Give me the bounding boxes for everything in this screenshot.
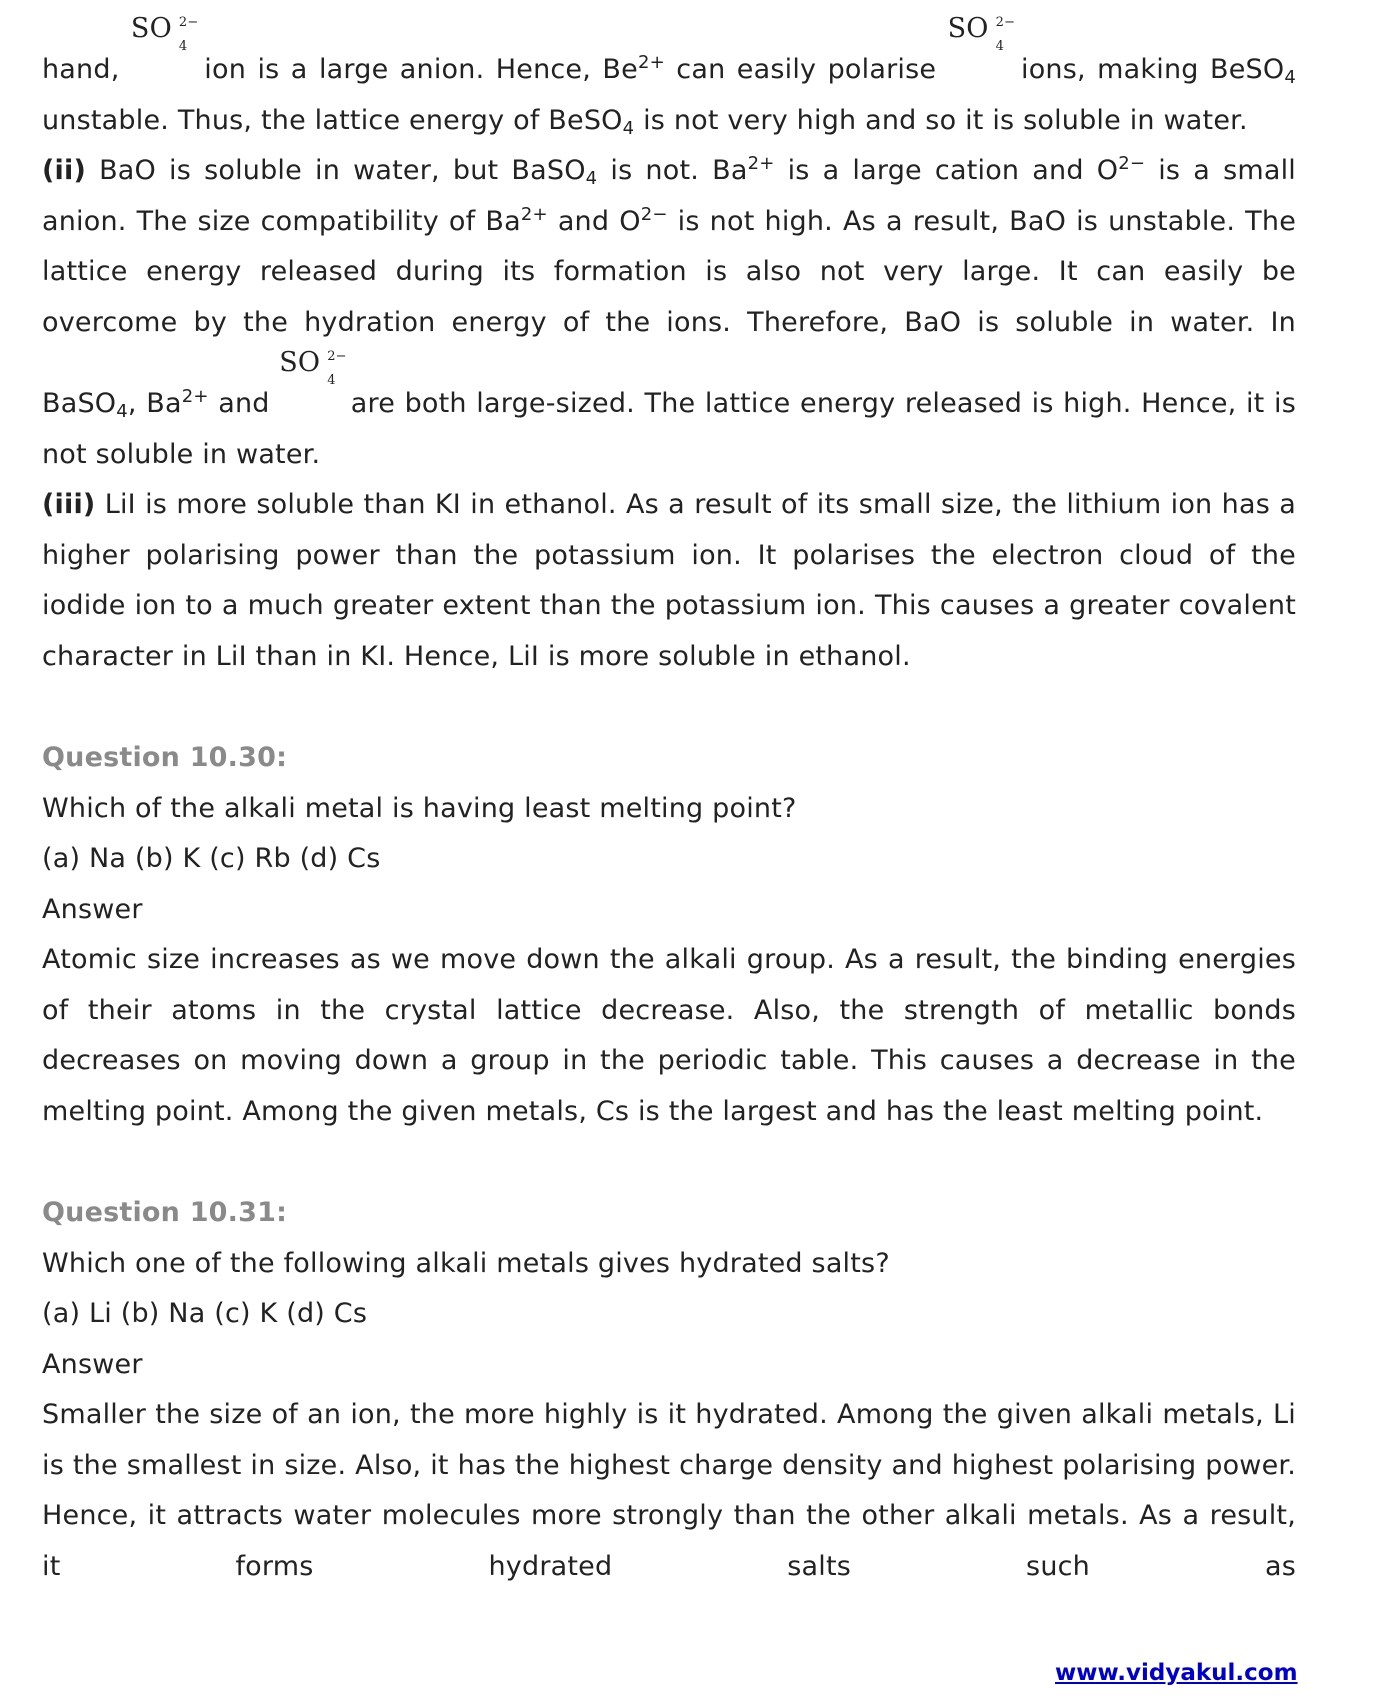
ion-subscript: 4	[995, 39, 1005, 54]
paragraph-bao	[42, 146, 1296, 480]
ion-charge: 2−	[327, 349, 347, 364]
ion-base: SO	[130, 13, 172, 44]
spacer	[42, 1137, 1296, 1188]
text: is a small anion. The size compatibility of Ba	[42, 155, 1296, 237]
document-page	[42, 14, 1296, 1592]
text: and O	[547, 205, 641, 237]
text: and	[208, 388, 280, 419]
answer-text: Atomic size increases as we move down the alkali group. As a result, the binding energies of their atoms in the crystal lattice decrease. Also, the strength of metallic bonds decreases on moving down a group in the periodic table. This causes a decrease in the melting point. Among the given metals, Cs is the largest and has the least melting point.	[42, 944, 1296, 1127]
ion-base: SO	[279, 347, 321, 378]
text: is not. Ba	[597, 155, 748, 186]
superscript: 2+	[637, 52, 665, 73]
question-heading: Question 10.30:	[42, 742, 288, 773]
answer-text: Smaller the size of an ion, the more highly is it hydrated. Among the given alkali metals, Li is the smallest in size. Also, it has the highest charge density and highest polarising power. Hence, it attracts water molecules more strongly than the other alkali metals. As a result, it forms hydrated salts such as	[42, 1399, 1296, 1582]
superscript: 2−	[1118, 153, 1146, 174]
item-label: (iii)	[42, 489, 96, 520]
ion-charge: 2−	[178, 15, 199, 30]
answer-label: Answer	[42, 893, 143, 925]
subscript: 4	[116, 401, 128, 422]
spacer	[42, 682, 1296, 733]
answer-label: Answer	[42, 1348, 143, 1380]
text: ions, making BeSO	[1009, 54, 1285, 85]
paragraph-beso4	[42, 14, 1296, 146]
ion-subscript: 4	[178, 39, 188, 54]
question-text: Which one of the following alkali metals gives hydrated salts?	[42, 1247, 890, 1279]
ion-base: SO	[947, 13, 989, 44]
text: are both large-sized. The lattice energy released is high. Hence, it is not soluble in water.	[42, 388, 1296, 470]
ion-subscript: 4	[327, 373, 336, 388]
text: is not very high and so it is soluble in water.	[634, 104, 1248, 136]
sulfate-ion-formula	[279, 347, 347, 412]
paragraph-lii	[42, 480, 1296, 682]
footer-website-link[interactable]: www.vidyakul.com	[1055, 1660, 1298, 1686]
subscript: 4	[585, 168, 598, 189]
superscript: 2−	[640, 203, 668, 225]
question-options: (a) Li (b) Na (c) K (d) Cs	[42, 1298, 368, 1329]
text: BaO is soluble in water, but BaSO	[86, 155, 586, 186]
question-heading: Question 10.31:	[42, 1197, 288, 1228]
text: is not high. As a result, BaO is unstable. The lattice energy released during its formation is also not very large. It can easily be overcome by the hydration energy of the ions. Therefore, BaO is soluble in water. In BaSO	[42, 205, 1297, 419]
item-label: (ii)	[42, 155, 86, 186]
subscript: 4	[622, 117, 635, 139]
text: , Ba	[127, 388, 182, 419]
sulfate-ion-formula	[947, 13, 1016, 78]
superscript: 2+	[747, 153, 775, 174]
text: is a large cation and O	[774, 155, 1119, 186]
superscript: 2+	[520, 203, 548, 225]
ion-charge: 2−	[995, 15, 1016, 30]
question-text: Which of the alkali metal is having least melting point?	[42, 792, 797, 824]
sulfate-ion-formula	[130, 13, 199, 78]
superscript: 2+	[181, 386, 209, 407]
subscript: 4	[1284, 67, 1296, 88]
question-options: (a) Na (b) K (c) Rb (d) Cs	[42, 843, 381, 874]
text: can easily polarise	[664, 54, 948, 85]
text: unstable. Thus, the lattice energy of BeSO	[42, 104, 623, 136]
text: LiI is more soluble than KI in ethanol. As a result of its small size, the lithium ion has a higher polarising power than the potassium ion. It polarises the electron cloud of the iodide ion to a much greater extent than the potassium ion. This causes a greater covalent character in LiI than in KI. Hence, LiI is more soluble in ethanol.	[42, 489, 1296, 672]
text: ion is a large anion. Hence, Be	[192, 54, 638, 85]
text: hand,	[42, 54, 131, 85]
